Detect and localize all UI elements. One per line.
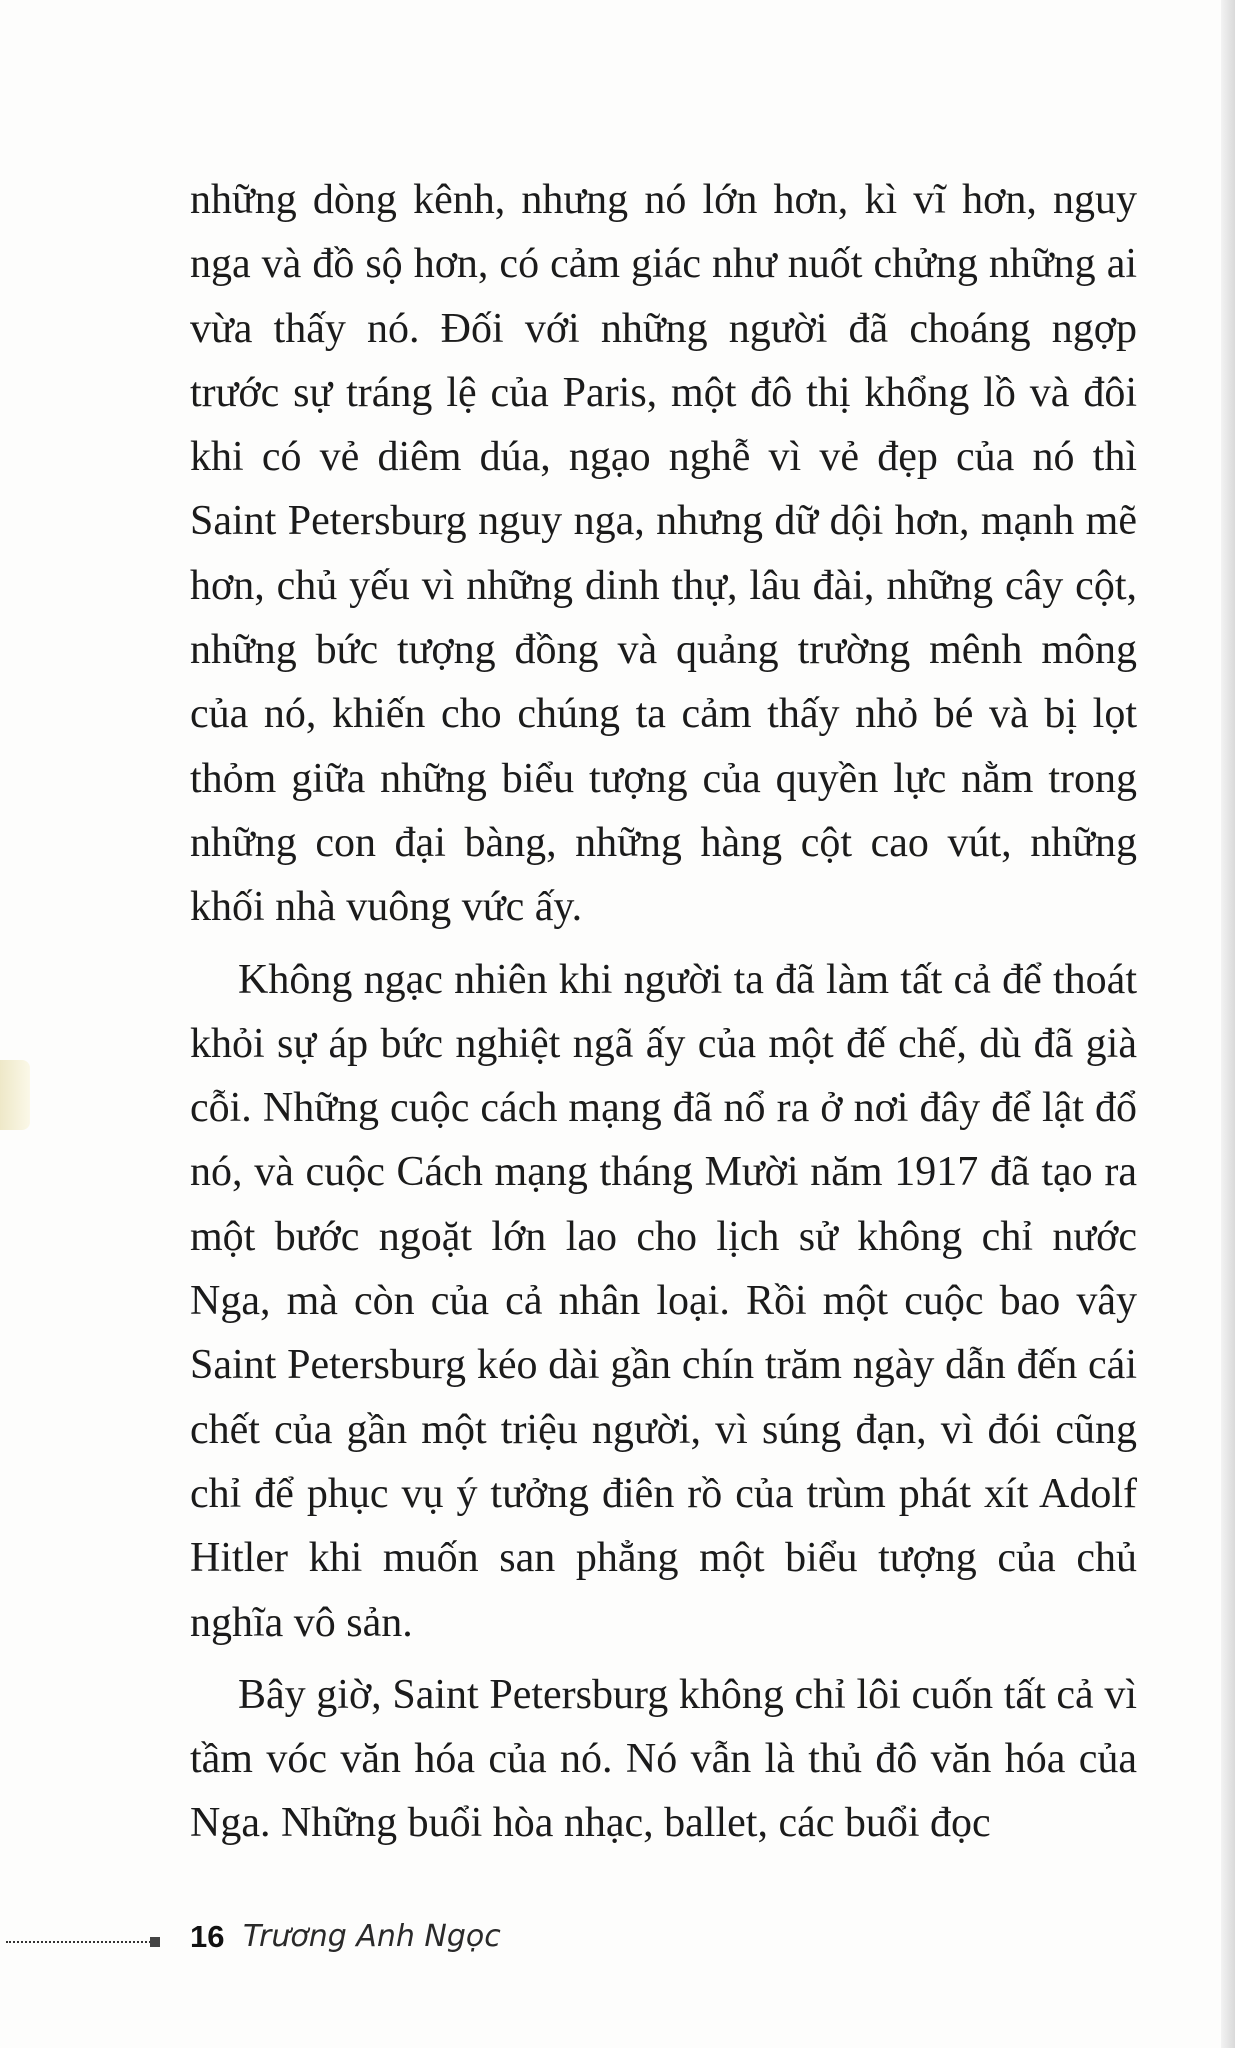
paragraph-2: Không ngạc nhiên khi người ta đã làm tất cả để thoát khỏi sự áp bức nghiệt ngã ấy của một đế chế, dù đã già cỗi. Những cuộc cách mạng đã nổ ra ở nơi đây để lật đổ nó, và cuộc Cách mạng tháng Mười năm 1917 đã tạo ra một bước ngoặt lớn lao cho lịch sử không chỉ nước Nga, mà còn của cả nhân loại. Rồi một cuộc bao vây Saint Petersburg kéo dài gần chín trăm ngày dẫn đến cái chết của gần một triệu người, vì súng đạn, vì đói cũng chỉ để phục vụ ý tưởng điên rồ của trùm phát xít Adolf Hitler khi muốn san phẳng một biểu tượng của chủ nghĩa vô sản.: [190, 956, 1137, 1646]
paragraph-1: những dòng kênh, nhưng nó lớn hơn, kì vĩ hơn, nguy nga và đồ sộ hơn, có cảm giác như nuốt chửng những ai vừa thấy nó. Đối với những người đã choáng ngợp trước sự tráng lệ của Paris, một đô thị khổng lồ và đôi khi có vẻ diêm dúa, ngạo nghễ vì vẻ đẹp của nó thì Saint Petersburg nguy nga, nhưng dữ dội hơn, mạnh mẽ hơn, chủ yếu vì những dinh thự, lâu đài, những cây cột, những bức tượng đồng và quảng trường mênh mông của nó, khiến cho chúng ta cảm thấy nhỏ bé và bị lọt thỏm giữa những biểu tượng của quyền lực nằm trong những con đại bàng, những hàng cột cao vút, những khối nhà vuông vức ấy.: [190, 177, 1137, 931]
footer-marker: [150, 1937, 160, 1947]
page-edge-shadow: [1221, 0, 1235, 2048]
body-text: [190, 168, 1137, 1864]
page-tab-mark: [0, 1060, 30, 1130]
page-footer: [0, 1911, 1235, 1971]
footer-author: Trương Anh Ngọc: [243, 1919, 501, 1954]
footer-rule: [6, 1941, 154, 1943]
page-number: 16: [190, 1919, 225, 1954]
paragraph-3: Bây giờ, Saint Petersburg không chỉ lôi cuốn tất cả vì tầm vóc văn hóa của nó. Nó vẫn là thủ đô văn hóa của Nga. Những buổi hòa nhạc, ballet, các buổi đọc: [190, 1671, 1137, 1847]
